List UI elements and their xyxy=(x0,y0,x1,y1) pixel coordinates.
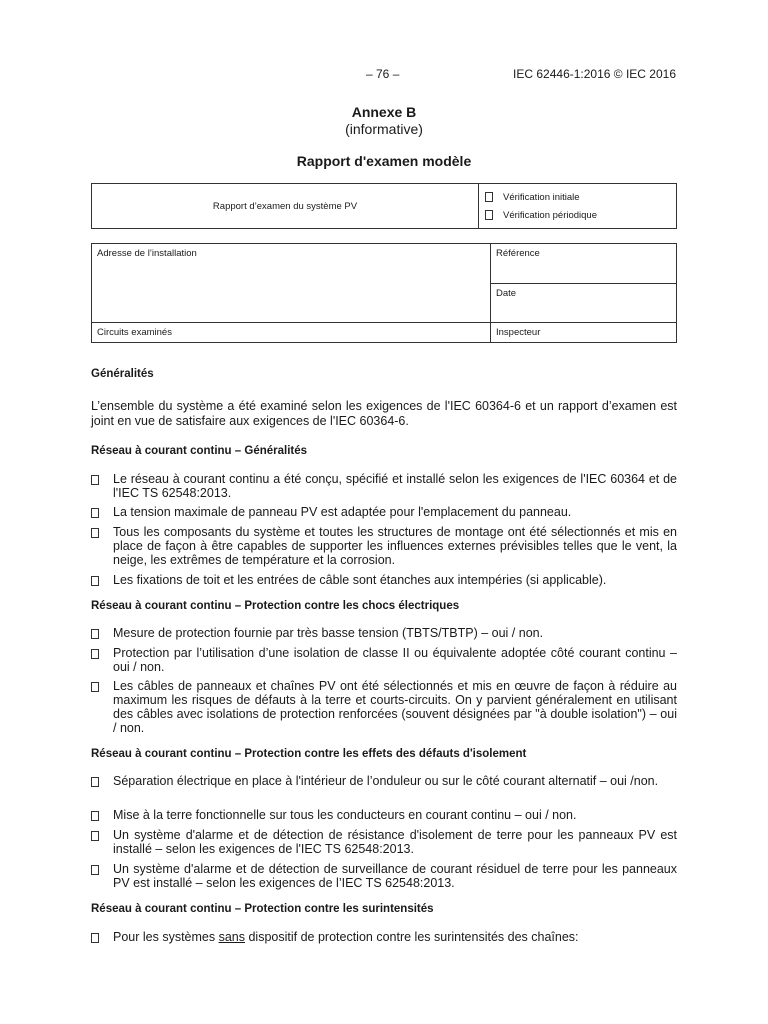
checkbox-icon[interactable] xyxy=(91,865,99,875)
checkbox-icon[interactable] xyxy=(91,576,99,586)
checkbox-icon[interactable] xyxy=(485,192,493,202)
checkbox-icon[interactable] xyxy=(91,831,99,841)
option-initial[interactable] xyxy=(485,188,670,206)
checkbox-icon[interactable] xyxy=(91,508,99,518)
list-item: Un système d'alarme et de détection de résistance d'isolement de terre pour les panneaux PV est installé – selon les exigences de l'IEC TS 62548:2013. xyxy=(91,828,677,856)
list-item: Mesure de protection fournie par très basse tension (TBTS/TBTP) – oui / non. xyxy=(91,626,677,640)
checkbox-icon[interactable] xyxy=(91,682,99,692)
checkbox-icon[interactable] xyxy=(91,649,99,659)
list-item: Pour les systèmes sans dispositif de protection contre les surintensités des chaînes: xyxy=(91,930,677,944)
checkbox-icon[interactable] xyxy=(91,528,99,538)
checkbox-icon[interactable] xyxy=(91,629,99,639)
list-item: La tension maximale de panneau PV est adaptée pour l'emplacement du panneau. xyxy=(91,505,677,519)
option-initial-label: Vérification initiale xyxy=(503,191,580,203)
dc-insulation-heading: Réseau à courant continu – Protection contre les effets des défauts d'isolement xyxy=(91,748,527,760)
checkbox-icon[interactable] xyxy=(485,210,493,220)
address-cell: Adresse de l’installation xyxy=(92,244,491,323)
report-type-options xyxy=(479,184,677,229)
list-item: Le réseau à courant continu a été conçu, spécifié et installé selon les exigences de l'IEC 60364 et de l'IEC TS 62548:2013. xyxy=(91,472,677,500)
inspector-cell: Inspecteur xyxy=(491,323,677,343)
checkbox-icon[interactable] xyxy=(91,933,99,943)
standard-reference: IEC 62446-1:2016 © IEC 2016 xyxy=(513,67,676,81)
general-paragraph: L’ensemble du système a été examiné selon les exigences de l'IEC 60364-6 et un rapport d’examen est joint en vue de satisfaire aux exigences de l'IEC 60364-6. xyxy=(91,399,677,428)
dc-general-heading: Réseau à courant continu – Généralités xyxy=(91,445,308,457)
annex-title: Annexe B xyxy=(351,104,417,120)
report-title: Rapport d'examen modèle xyxy=(296,153,472,169)
checkbox-icon[interactable] xyxy=(91,811,99,821)
option-periodic[interactable] xyxy=(485,206,670,224)
list-item: Protection par l’utilisation d’une isolation de classe II ou équivalente adoptée côté courant continu – oui / non. xyxy=(91,646,677,674)
circuits-cell: Circuits examinés xyxy=(92,323,491,343)
list-item: Les fixations de toit et les entrées de câble sont étanches aux intempéries (si applicable). xyxy=(91,573,677,587)
report-type-label: Rapport d’examen du système PV xyxy=(92,184,479,229)
list-item: Séparation électrique en place à l'intérieur de l’onduleur ou sur le côté courant alternatif – oui /non. xyxy=(91,774,677,788)
installation-table xyxy=(91,243,677,343)
page-number: – 76 – xyxy=(366,67,400,81)
date-cell: Date xyxy=(491,283,677,323)
list-item: Tous les composants du système et toutes les structures de montage ont été sélectionnés et mis en place de façon à être capables de supporter les influences externes prévisibles telles que le vent, la neige, les extrêmes de température et la corrosion. xyxy=(91,525,677,567)
list-item: Un système d'alarme et de détection de surveillance de courant résiduel de terre pour les panneaux PV est installé – selon les exigences de l’IEC TS 62548:2013. xyxy=(91,862,677,890)
dc-shock-heading: Réseau à courant continu – Protection contre les chocs électriques xyxy=(91,600,460,612)
list-item: Mise à la terre fonctionnelle sur tous les conducteurs en courant continu – oui / non. xyxy=(91,808,677,822)
checkbox-icon[interactable] xyxy=(91,475,99,485)
annex-subtitle: (informative) xyxy=(345,121,423,137)
list-item: Les câbles de panneaux et chaînes PV ont été sélectionnés et mis en œuvre de façon à réduire au maximum les risques de défauts à la terre et courts-circuits. On y parvient généralement en utilisant des câbles avec isolations de protection renforcées (souvent désignées par "à double isolation") – oui / non. xyxy=(91,679,677,735)
underlined-sans: sans xyxy=(218,930,245,944)
general-heading: Généralités xyxy=(91,368,154,380)
checkbox-icon[interactable] xyxy=(91,777,99,787)
option-periodic-label: Vérification périodique xyxy=(503,209,598,221)
dc-overcurrent-heading: Réseau à courant continu – Protection contre les surintensités xyxy=(91,903,434,915)
reference-cell: Référence xyxy=(491,244,677,284)
report-type-table xyxy=(91,183,677,229)
